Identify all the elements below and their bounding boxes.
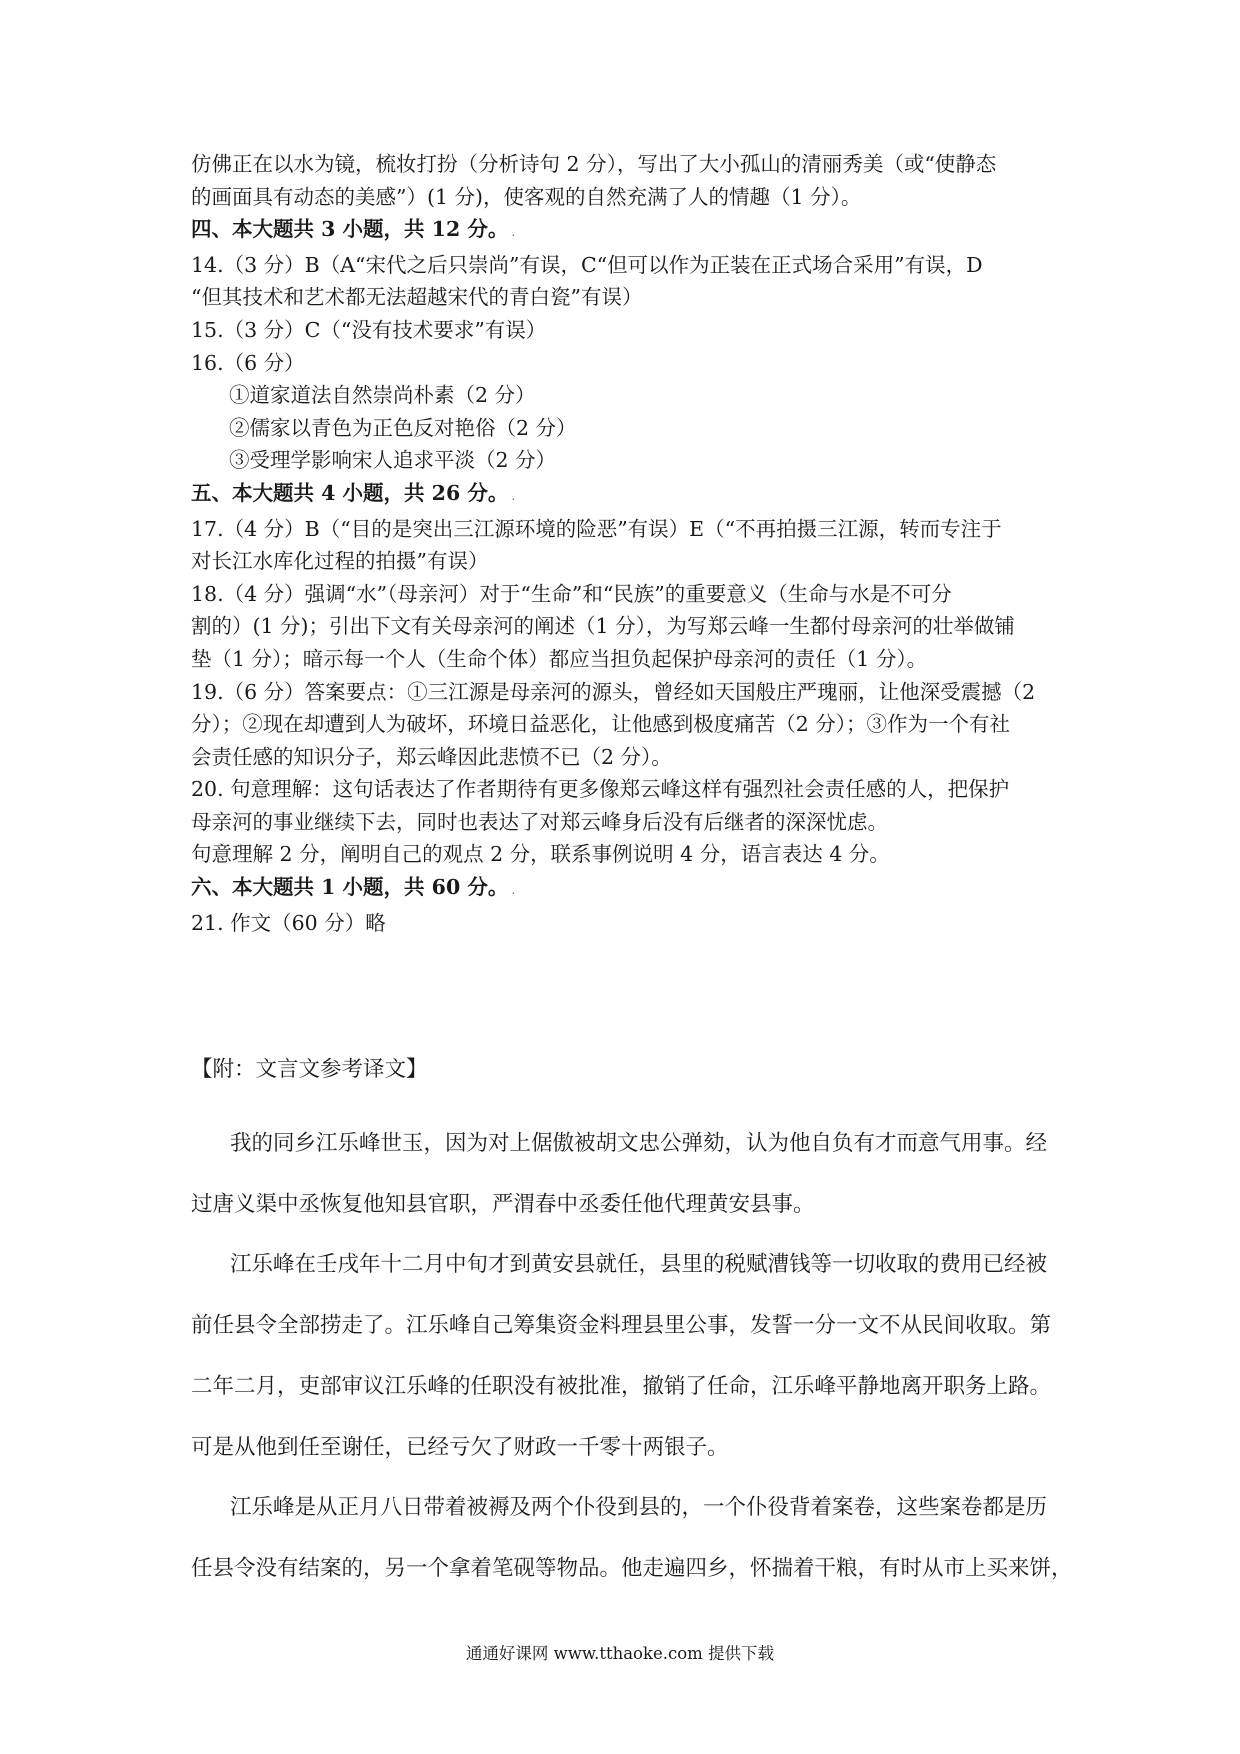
page-footer: 通通好课网 www.tthaoke.com 提供下载 — [465, 1644, 775, 1663]
paragraph-mark: . — [511, 488, 516, 503]
section-heading-text: 五、本大题共 4 小题，共 26 分。 — [191, 480, 509, 505]
answer-line: 19.（6 分）答案要点：①三江源是母亲河的源头，曾经如天国般庄严瑰丽，让他深受震撼（2 — [191, 679, 1036, 704]
paragraph-mark: . — [511, 883, 516, 898]
section-heading — [191, 477, 1061, 513]
answer-line: 会责任感的知识分子，郑云峰因此悲愤不已（2 分）。 — [191, 744, 672, 769]
answer-line: 垫（1 分）；暗示每一个人（生命个体）都应当担负起保护母亲河的责任（1 分）。 — [191, 646, 928, 671]
translation-line: 江乐峰在壬戌年十二月中旬才到黄安县就任，县里的税赋漕钱等一切收取的费用已经被 — [230, 1252, 1048, 1278]
translation-line: 二年二月，吏部审议江乐峰的任职没有被批准，撤销了任命，江乐峰平静地离开职务上路。 — [191, 1373, 1052, 1399]
answer-point: ③受理学影响宋人追求平淡（2 分） — [229, 448, 557, 473]
answer-point: ②儒家以青色为正色反对艳俗（2 分） — [229, 415, 577, 440]
answer-line: 20. 句意理解：这句话表达了作者期待有更多像郑云峰这样有强烈社会责任感的人，把保护 — [191, 777, 1010, 802]
answer-line: 句意理解 2 分，阐明自己的观点 2 分，联系事例说明 4 分，语言表达 4 分。 — [191, 842, 890, 867]
section-heading — [191, 871, 1061, 907]
answer-line: 17.（4 分）B（“目的是突出三江源环境的险恶”有误）E（“不再拍摄三江源，转而专注于 — [191, 516, 1002, 541]
answer-line: “但其技术和艺术都无法超越宋代的青白瓷”有误） — [191, 285, 643, 310]
translation-line: 江乐峰是从正月八日带着被褥及两个仆役到县的，一个仆役背着案卷，这些案卷都是历 — [230, 1495, 1048, 1521]
translation-body — [191, 1114, 1073, 1600]
text-line: 仿佛正在以水为镜，梳妆打扮（分析诗句 2 分），写出了大小孤山的清丽秀美（或“使静态 — [191, 152, 997, 176]
section-heading — [191, 213, 1061, 249]
translation-line: 前任县令全部捞走了。江乐峰自己筹集资金料理县里公事，发誓一分一文不从民间收取。第 — [191, 1313, 1052, 1339]
answer-line: 对长江水库化过程的拍摄”有误） — [191, 549, 489, 574]
answer-line: 15.（3 分）C（“没有技术要求”有误） — [191, 317, 547, 342]
translation-line: 可是从他到任至谢任，已经亏欠了财政一千零十两银子。 — [191, 1434, 729, 1460]
text-line: 的画面具有动态的美感”）(1 分)，使客观的自然充满了人的情趣（1 分）。 — [191, 184, 862, 209]
answer-line: 母亲河的事业继续下去，同时也表达了对郑云峰身后没有后继者的深深忧虑。 — [191, 809, 888, 834]
answer-line: 16.（6 分） — [191, 350, 305, 375]
appendix-title: 【附：文言文参考译文】 — [191, 1057, 428, 1082]
answer-point: ①道家道法自然崇尚朴素（2 分） — [229, 383, 536, 408]
answer-line: 18.（4 分）强调“水”（母亲河）对于“生命”和“民族”的重要意义（生命与水是不可分 — [191, 581, 952, 606]
translation-line: 任县令没有结案的，另一个拿着笔砚等物品。他走遍四乡，怀揣着干粮，有时从市上买来饼， — [191, 1555, 1073, 1581]
answer-key-section — [191, 148, 1061, 939]
section-heading-text: 六、本大题共 1 小题，共 60 分。 — [191, 875, 509, 900]
answer-line: 分）；②现在却遭到人为破坏，环境日益恶化，让他感到极度痛苦（2 分）；③作为一个有社 — [191, 712, 1011, 737]
answer-line: 割的）(1 分)；引出下文有关母亲河的阐述（1 分），为写郑云峰一生都付母亲河的壮举做铺 — [191, 614, 1015, 639]
answer-line: 21. 作文（60 分）略 — [191, 910, 386, 935]
translation-line: 我的同乡江乐峰世玉，因为对上倨傲被胡文忠公弹劾，认为他自负有才而意气用事。经 — [230, 1131, 1048, 1156]
translation-line: 过唐义渠中丞恢复他知县官职，严渭春中丞委任他代理黄安县事。 — [191, 1191, 815, 1217]
paragraph-mark: . — [511, 225, 516, 240]
answer-line: 14.（3 分）B（A“宋代之后只崇尚”有误，C“但可以作为正装在正式场合采用”有误，D — [191, 252, 983, 277]
section-heading-text: 四、本大题共 3 小题，共 12 分。 — [191, 217, 509, 242]
